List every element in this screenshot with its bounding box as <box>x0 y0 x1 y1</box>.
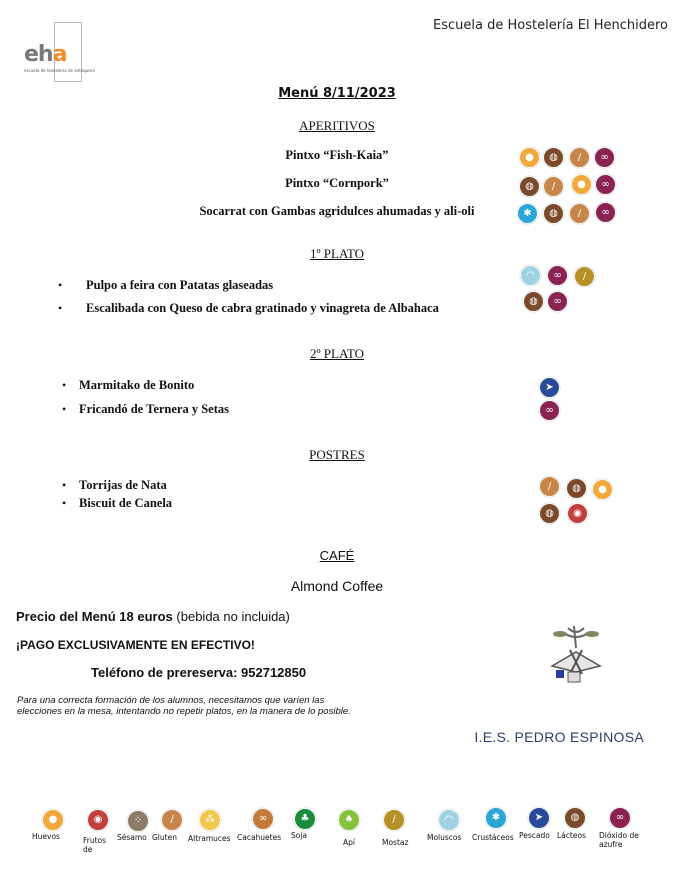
milk-icon: ◍ <box>543 147 564 168</box>
bullet: • <box>62 378 67 392</box>
sulfite-icon: ∞ <box>547 291 568 312</box>
price-line <box>16 609 290 624</box>
legend-label-lacteos: Lácteos <box>557 831 586 840</box>
milk-icon: ◍ <box>539 503 560 524</box>
legend-label-soja: Soja <box>291 831 308 840</box>
sesame-icon: ⁘ <box>127 810 149 832</box>
legend-label-dioxido: Dióxido de azufre <box>599 831 639 849</box>
dish-postre-1: Torrijas de Nata <box>79 478 167 492</box>
bullet: • <box>62 478 67 492</box>
nuts-icon: ◉ <box>567 503 588 524</box>
menu-title: Menú 8/11/2023 <box>278 86 396 101</box>
legend-label-moluscos: Moluscos <box>427 833 462 842</box>
egg-icon: ● <box>42 809 64 831</box>
section-aperitivos-title: APERITIVOS <box>299 118 375 133</box>
bullet: • <box>58 301 63 315</box>
sulfite-icon: ∞ <box>594 147 615 168</box>
legend-label-gluten: Gluten <box>152 833 177 842</box>
mollusc-icon: ◠ <box>438 809 460 831</box>
dish-aperitivo-1: Pintxo “Fish-Kaia” <box>285 148 389 162</box>
peanut-icon: ∞ <box>252 808 274 830</box>
dish-primero-2: Escalibada con Queso de cabra gratinado y vinagreta de Albahaca <box>86 301 439 315</box>
mollusc-icon: ◠ <box>520 265 541 286</box>
dish-aperitivo-2: Pintxo “Cornpork” <box>285 176 389 190</box>
milk-icon: ◍ <box>564 807 586 829</box>
celery-icon: ♠ <box>338 809 360 831</box>
dish-postre-2: Biscuit de Canela <box>79 496 173 510</box>
sulfite-icon: ∞ <box>539 400 560 421</box>
logo-wordmark: eha <box>24 42 67 67</box>
legend-label-cacahuetes: Cacahuetes <box>237 833 282 842</box>
legend-label-altramuces: Altramuces <box>188 834 231 843</box>
phone-number: Teléfono de prereserva: 952712850 <box>91 665 307 680</box>
institute-name: I.E.S. PEDRO ESPINOSA <box>474 729 644 745</box>
dish-primero-1: Pulpo a feira con Patatas glaseadas <box>86 278 274 292</box>
school-name: Escuela de Hostelería El Henchidero <box>433 18 668 33</box>
price-note: (bebida no incluida) <box>176 609 290 624</box>
mustard-icon: / <box>383 809 405 831</box>
payment-notice: ¡PAGO EXCLUSIVAMENTE EN EFECTIVO! <box>16 638 255 652</box>
gluten-icon: / <box>539 476 560 497</box>
institute-emblem <box>548 622 604 684</box>
legend-label-huevos: Huevos <box>32 832 60 841</box>
milk-icon: ◍ <box>566 478 587 499</box>
crustacean-icon: ✱ <box>485 807 507 829</box>
milk-icon: ◍ <box>519 176 540 197</box>
lupin-icon: ⁂ <box>199 809 221 831</box>
nuts-icon: ◉ <box>87 809 109 831</box>
egg-icon: ● <box>571 174 592 195</box>
bullet: • <box>58 278 63 292</box>
section-primero-title: 1º PLATO <box>310 246 364 261</box>
egg-icon: ● <box>592 479 613 500</box>
section-cafe-title: CAFÉ <box>319 548 355 563</box>
sulfite-icon: ∞ <box>609 807 631 829</box>
section-postres-title: POSTRES <box>309 447 365 462</box>
section-segundo-title: 2º PLATO <box>310 346 364 361</box>
disclaimer: Para una correcta formación de los alumnos, necesitamos que varíen las elecciones en la mesa, intentando no repetir platos, en la manera de lo posible. <box>17 695 351 717</box>
crustacean-icon: ✱ <box>517 203 538 224</box>
sulfite-icon: ∞ <box>595 174 616 195</box>
legend-label-pescado: Pescado <box>519 831 550 840</box>
sulfite-icon: ∞ <box>595 202 616 223</box>
milk-icon: ◍ <box>523 291 544 312</box>
bullet: • <box>62 402 67 416</box>
gluten-icon: / <box>569 147 590 168</box>
sulfite-icon: ∞ <box>547 265 568 286</box>
dish-aperitivo-3: Socarrat con Gambas agridulces ahumadas y ali-oli <box>199 204 475 218</box>
gluten-icon: / <box>543 176 564 197</box>
mustard-icon: / <box>574 266 595 287</box>
price-label: Precio del Menú 18 euros <box>16 609 173 624</box>
legend-label-sesamo: Sésamo <box>117 833 147 842</box>
gluten-icon: / <box>161 809 183 831</box>
legend-label-mostaza: Mostaz <box>382 838 409 847</box>
dish-segundo-1: Marmitako de Bonito <box>79 378 195 392</box>
legend-label-crustaceos: Crustáceos <box>472 833 514 842</box>
milk-icon: ◍ <box>543 203 564 224</box>
dish-segundo-2: Fricandó de Ternera y Setas <box>79 402 229 416</box>
bullet: • <box>62 496 67 510</box>
cafe-item: Almond Coffee <box>290 578 384 594</box>
soy-icon: ♣ <box>294 808 316 830</box>
school-logo <box>24 22 98 80</box>
legend-label-frutos: Frutos de <box>83 836 107 854</box>
fish-icon: ➤ <box>528 807 550 829</box>
logo-subtitle: escuela de hostelería de antequera <box>24 68 95 73</box>
fish-icon: ➤ <box>539 377 560 398</box>
egg-icon: ● <box>519 147 540 168</box>
gluten-icon: / <box>569 203 590 224</box>
legend-label-apio: Apí <box>343 838 355 847</box>
